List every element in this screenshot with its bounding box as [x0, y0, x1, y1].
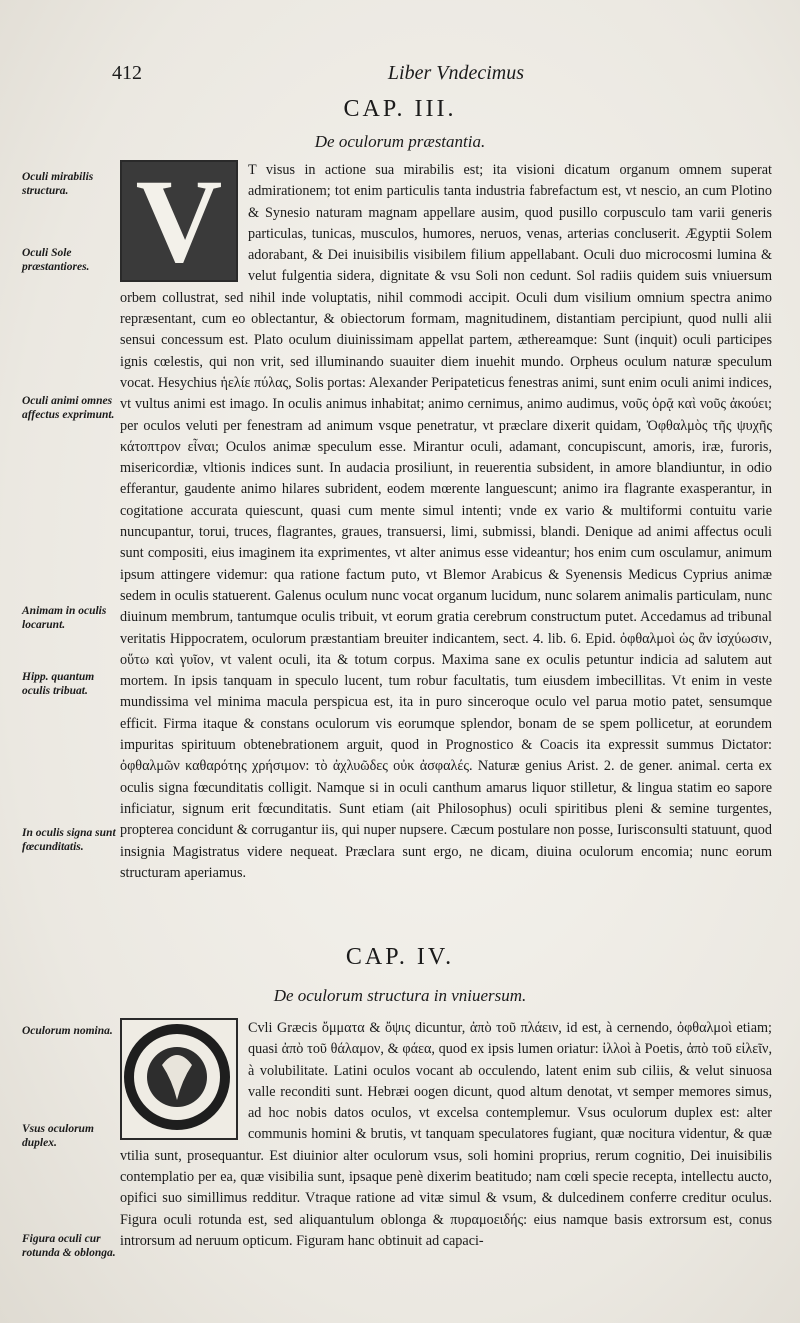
margin-note: Oculi animi omnes affectus exprimunt.	[22, 395, 115, 421]
margin-note: Figura oculi cur rotunda & oblonga.	[22, 1233, 116, 1259]
margin-note: In oculis signa sunt fœcunditatis.	[22, 827, 116, 853]
page-header	[112, 62, 770, 92]
margin-note: Oculi Sole præstantiores.	[22, 247, 90, 273]
chapter-3-heading: CAP. III.	[343, 96, 457, 122]
running-title: Liber Vndecimus	[387, 62, 524, 84]
chapter-4-subtitle: De oculorum structura in vniuersum.	[273, 986, 527, 1005]
chapter-4-heading: CAP. IV.	[345, 944, 455, 970]
decorated-initial	[120, 1018, 238, 1140]
chapter-4-body	[120, 1018, 772, 1252]
margin-note: Oculorum nomina.	[22, 1025, 113, 1037]
initial-letter: V	[135, 160, 223, 282]
chapter-4-text: Cvli Græcis ὄμματα & ὄψις dicuntur, ἀπὸ τοῦ πλάειν, id est, à cernendo, ὀφθαλμοὶ etiam; quasi ἀπὸ τοῦ θάλαμον, & φάεα, quod ex ipsis lumen oriatur: ἰλλοὶ à Poetis, ἀπὸ τοῦ εἰλεῖν, à volubilitate. Latini oculos vocant ab occulendo, latent enim sub ciliis, & velut sinuosa valle reconditi sunt. Hebræi oogen dicunt, quod altum denotat, vt semper memores simus, ad hoc nobis datos oculos, vt excelsa contemplemur. Vsus oculorum duplex est: alter communis homini & brutis, vt tanquam speculatores fugiant, quæ nocitura videntur, & quæ vtilia sunt, prosequantur. Est diuinior alter oculorum vsus, soli homini proprius, rerum cognitio, Dei inuisibilis contemplatio per ea, quæ visibilia sunt, ipsaque penè dixerim beatitudo; nam cœli specie recepta, intellectu aucto, opifici suo simillimus redditur. Vtraque ratione ad vitæ simul & vsum, & dulcedinem conferre creditur oculus. Figura oculi rotunda est, sed aliquantulum oblonga & πυραμοειδής: eius namque basis extrorsum est, conus introrsum ad neruum opticum. Figuram hanc obtinuit ad capaci-	[120, 1020, 772, 1249]
margin-note: Vsus oculorum duplex.	[22, 1123, 94, 1149]
margin-note: Oculi mirabilis structura.	[22, 171, 94, 197]
margin-note: Hipp. quantum oculis tribuat.	[22, 671, 95, 697]
chapter-3-body	[120, 160, 772, 884]
page-number: 412	[112, 62, 142, 84]
chapter-3-text: T visus in actione sua mirabilis est; ita visioni dicatum organum omnem superat admirationem; tot enim particulis tanta industria fabrefactum est, vt nescio, an cum Plotino & Synesio naturam magnam appellare ausim, quod pusillo corpusculo tam varii generis particulas, tunicas, musculos, humores, neruos, venas, arterias concluserit. Ægyptii Solem adorabant, & Dei inuisibilis visibilem filium appellabant. Oculi duo microcosmi lumina & velut fulgentia sidera, dignitate & vsu Soli non cedunt. Sol radiis quidem suis vniuersum orbem collustrat, sed nihil inde voluptatis, nihil commodi accipit. Oculi dum visilium omnium spectra animo repræsentant, cum eo oblectantur, & obiectorum formam, magnitudinem, distantiam percipiunt, quod nulli alii sensui concessum est. Plato oculum diuinissimam appellat partem, æthereamque: Sunt (inquit) oculi participes ignis cœlestis, qui non vrit, sed illuminando suauiter diem inuehit mundo. Orpheus oculum naturæ speculum vocat. Hesychius ἡελίε πύλας, Solis portas: Alexander Peripateticus fenestras animi, sunt enim oculi animi indices, vt vultus animi est imago. In oculis animus inhabitat; animo cernimus, animo audimus, νοῦς ὁρᾷ καὶ νοῦς ἀκούει; per oculos veluti per fenestram ad animum vsque penetratur, vt præclare dixerit quidam, Ὀφθαλμὸς τῆς ψυχῆς κάτοπτρον εἶναι; Oculos animæ speculum esse. Mirantur oculi, adamant, concupiscunt, amoris, iræ, furoris, misericordiæ, vltionis indices sunt. In audacia prosiliunt, in reuerentia subsident, in amore blandiuntur, in odio efferantur, gaudente animo hilares subrident, eodem mœrente languescunt; animo ira flagrante exasperantur, in cogitatione accurata quiescunt, quasi cum mente simul intenti; vnde ex vario & multiformi contuitu varie nuncupantur, torui, truces, flagrantes, graues, transuersi, limi, submissi, blandi. Denique ad animi affectus oculi sunt compositi, eius imaginem ita exprimentes, vt alter animus esse videantur; hos enim cum osculamur, animum ipsum attingere videmur: qua ratione factum puto, vt Blemor Arabicus & Syenensis Medicus Cyprius animæ sedem in oculis statuerent. Galenus oculum nunc vocat organum lucidum, nunc solarem animalis particulam, nunc diuinum membrum, tantumque oculis tribuit, vt eorum gratia cerebrum constructum putet. Accedamus ad tribunal veritatis Hippocratem, oculorum præstantiam breuiter indicantem, sect. 4. lib. 6. Epid. ὀφθαλμοὶ ὡς ἂν ἰσχύωσιν, οὕτω καὶ γυῖον, vt valent oculi, ita & totum corpus. Maxima sane ex oculis petuntur indicia ad salutem aut mortem. In ipsis tanquam in speculo lucent, tum robur facultatis, tum eiusdem imbecillitas. Vt enim in veste mundissima vel minima macula perspicua est, ita in puro sinceroque oculo vel parua motio patet, sensumque efficit. Firma itaque & constans oculorum vis eorumque splendor, bonam de se spem pollicetur, at eorundem impuritas spirituum obtenebrationem arguit, quod in Prognostico & Coacis ita expressit summus Dictator: ὀφθαλμῶν καθαρότης χρήσιμον: τὸ ἀχλυῶδες οὐκ ἀσφαλές. Naturæ genius Arist. 2. de gener. animal. certa ex oculis signa fœcunditatis colligit. Namque si in oculi canthum amarus liquor stilletur, & lingua statim eo sapore inficiatur, signum erit fœcunditatis. Sunt etiam (ait Philosophus) oculi spiritibus pleni & semine turgentes, propterea concidunt & corrugantur iis, qui nuper nupsere. Cæcum postulare non posse, Iurisconsulti statuunt, quod insignia Magistratus videre nequeat. Præclara sunt ergo, ne dicam, diuina oculorum encomia; nunc eorum structuram aperiamus.	[120, 162, 773, 881]
decorated-initial	[120, 160, 238, 282]
chapter-3-subtitle: De oculorum præstantia.	[314, 132, 486, 151]
margin-note: Animam in oculis locarunt.	[22, 605, 107, 631]
